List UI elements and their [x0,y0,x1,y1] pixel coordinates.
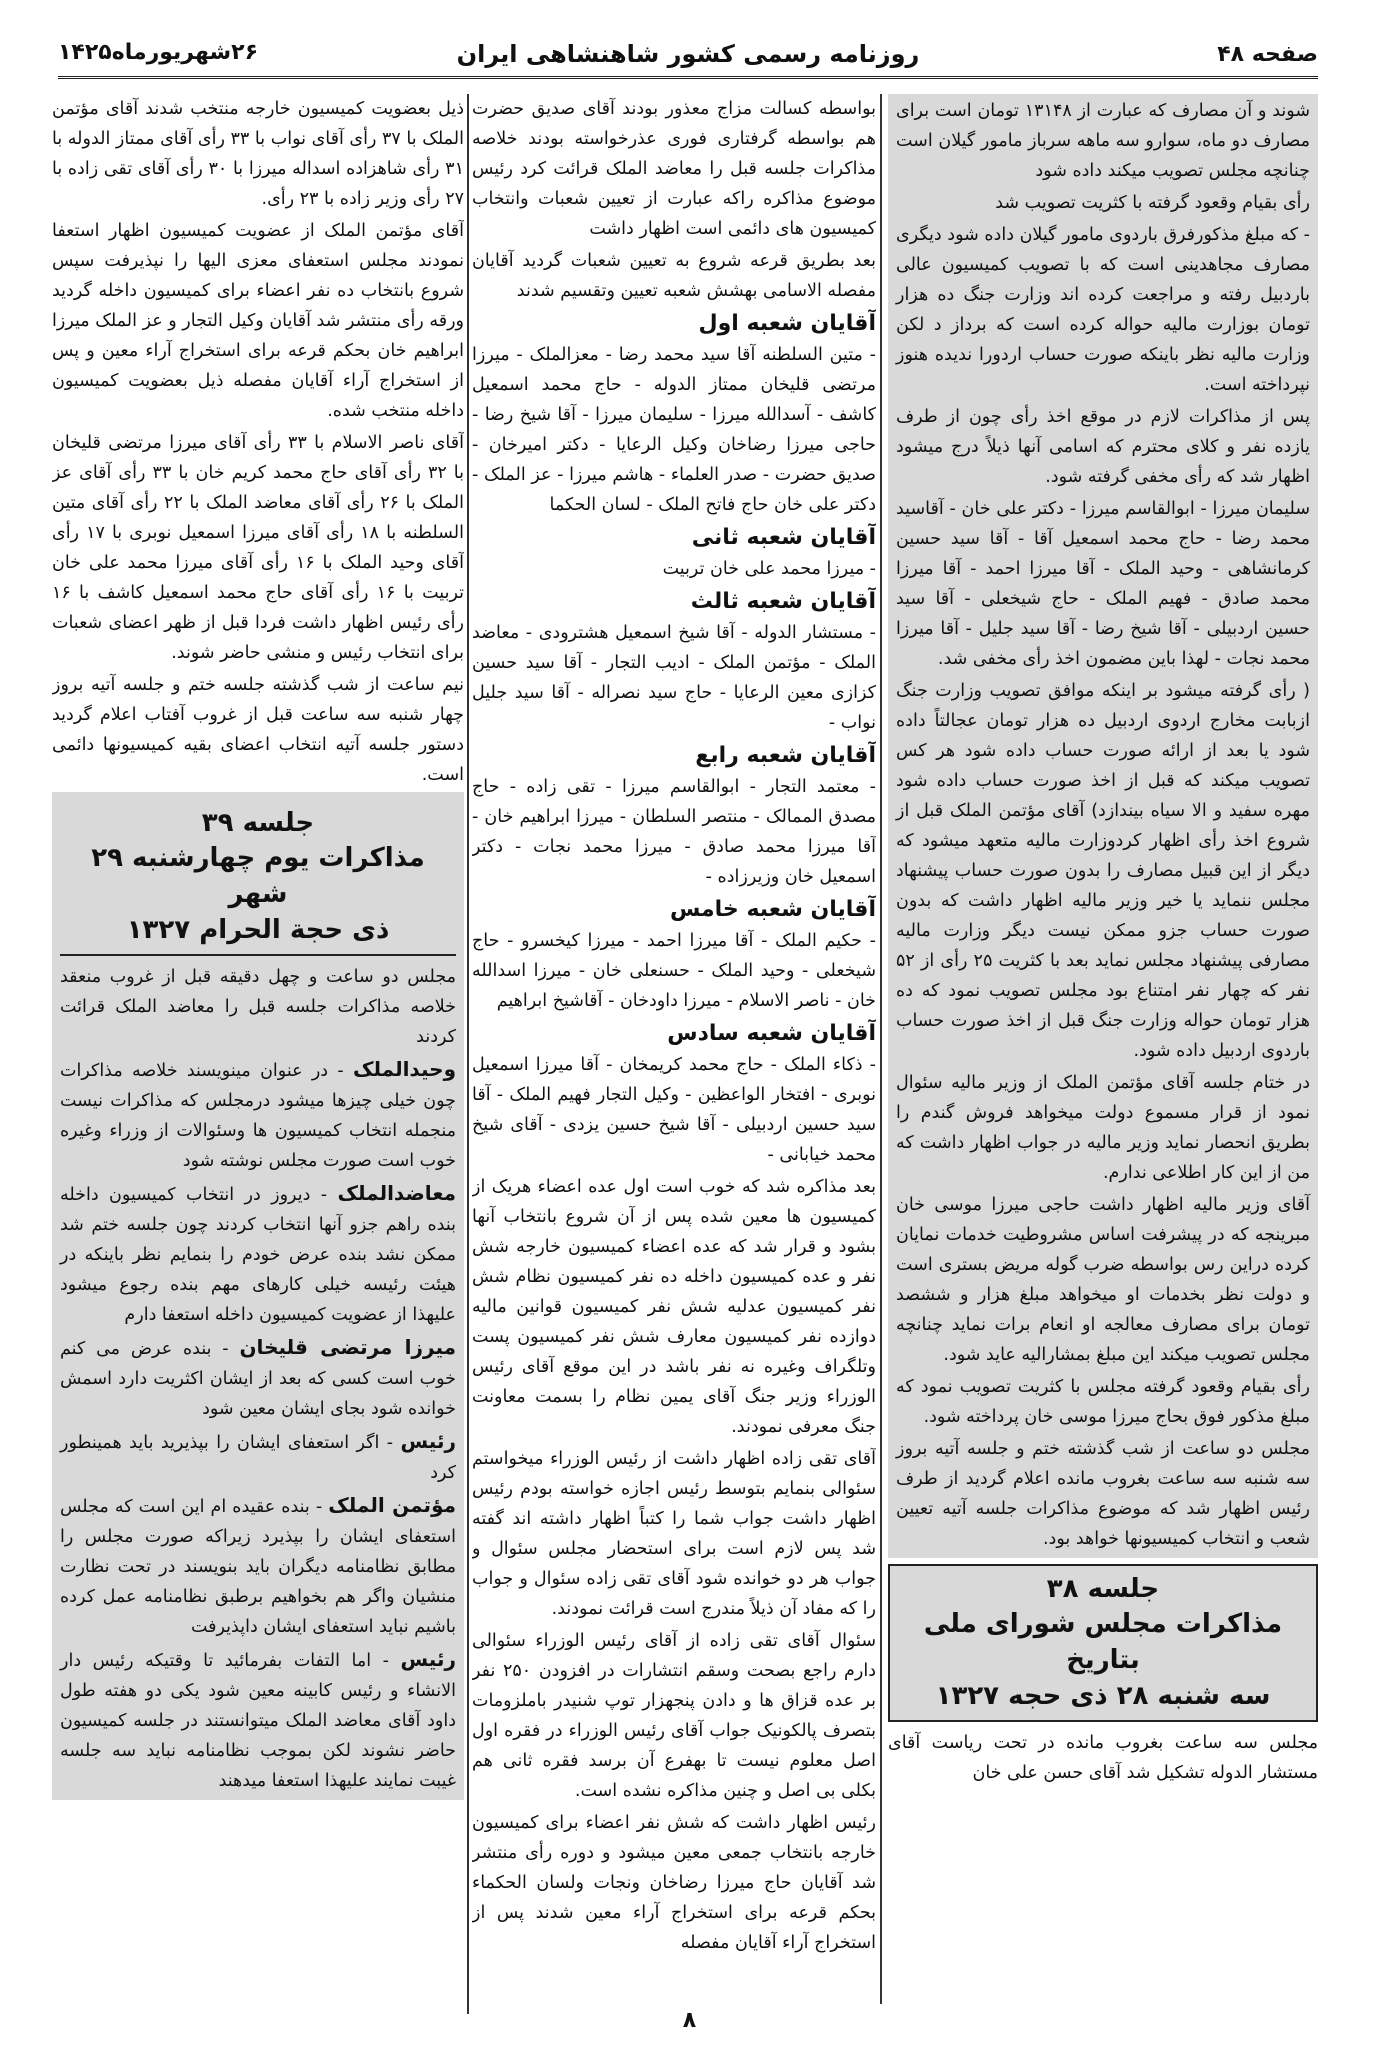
paragraph: رأی بقیام وقعود گرفته مجلس با کثریت تصویب نمود که مبلغ مذکور فوق بحاج میرزا موسی خان پرداخته شود. [896,1377,1310,1427]
paragraph: - ذکاء الملک - حاج محمد کریمخان - آقا میرزا اسمعیل نوبری - افتخار الواعظین - وکیل التجار فهیم الملک - آقا سید حسین اردبیلی - آقا شیخ حسین یزدی - آقای شیخ محمد خیابانی - [472,1055,876,1165]
session-number: جلسه ۳۸ [1046,1574,1160,1604]
speaker-paragraph [60,1490,456,1642]
paragraph: - حکیم الملک - آقا میرزا احمد - میرزا کیخسرو - حاج شیخعلی - وحید الملک - حسنعلی خان - میرزا اسدالله خان - ناصر الاسلام - میرزا داودخان - آقاشیخ ابراهیم [472,931,876,1011]
column-divider [467,94,469,2014]
section-heading: آقایان شعبه سادس [667,1021,876,1046]
session-date: سه شنبه ۲۸ ذی حجه ۱۳۲۷ [935,1681,1271,1711]
section-heading: آقایان شعبه ثانی [691,525,876,550]
speaker-name: رئیس [400,1647,456,1671]
session-number: جلسه ۳۹ [201,808,315,838]
speaker-paragraph [60,1178,456,1330]
highlighted-text-block [52,792,464,1800]
paragraph: آقای وزیر مالیه اظهار داشت حاجی میرزا موسی خان مبرینجه که در پیشرفت اساس مشروطیت خدمات نمایان کرده دراین رس بواسطه ضرب گوله مریض بستری است و دولت نظر بخدمات او میخواهد مبلغ هزار و ششصد تومان برای مصارف معالجه او انعام برات نماید چنانچه مجلس تصویب میکند این مبلغ بمشارالیه عاید شود. [896,1195,1310,1365]
paragraph: - مستشار الدوله - آقا شیخ اسمعیل هشترودی - معاضد الملک - مؤتمن الملک - ادیب التجار - آقا سید حسین کزازی معین الرعایا - حاج سید نصراله - آقا سید جلیل نواب - [472,623,876,733]
paragraph: سلیمان میرزا - ابوالقاسم میرزا - دکتر علی خان - آقاسید محمد رضا - حاج محمد اسمعیل آقا - آقا سید حسین کرمانشاهی - وحید الملک - آقا میرزا احمد - آقا میرزا محمد صادق - فهیم الملک - حاج شیخعلی - آقا سید حسین اردبیلی - آقا شیخ رضا - آقا سید جلیل - آقا میرزا محمد نجات - لهذا باین مضمون اخذ رأی مخفی شد. [896,499,1310,669]
session-date: ذی حجة الحرام ۱۳۲۷ [126,915,390,945]
paragraph: بعد بطریق قرعه شروع به تعیین شعبات گردید آقایان مفصله الاسامی بهشش شعبه تعیین وتقسیم شدند [472,251,876,301]
page-label: صفحه ۴۸ [1217,42,1318,67]
speaker-text: - بنده عقیده ام این است که مجلس استعفای ایشان را بپذیرد زیراکه صورت مجلس را مطابق نظامنامه دیگران باید بنویسند در تحت نظارت منشیان واگر هم بخواهیم برطبق نظامنامه عمل کرده باشیم نباید استعفای ایشان داپذیرفت [60,1497,456,1637]
session-title: مذاکرات یوم چهارشنبه ۲۹ شهر [91,843,425,909]
speaker-text: - اما التفات بفرمائید تا وقتیکه رئیس دار الانشاء و رئیس کابینه معین شود یکی دو هفته طول داود آقای معاضد الملک میتوانستند در جلسه کمیسیون حاضر نشوند لکن بموجب نظامنامه نباید سه جلسه غیبت نمایند علیهذا استعفا میدهند [60,1651,456,1791]
section-heading: آقایان شعبه خامس [669,897,876,922]
highlighted-text-block [888,94,1318,1558]
page-header [58,36,1318,79]
session-heading-box [60,800,456,956]
paragraph: - معتمد التجار - ابوالقاسم میرزا - تقی زاده - حاج مصدق الممالک - منتصر السلطان - میرزا ابراهیم خان - آقا میرزا محمد صادق - میرزا محمد نجات - دکتر اسمعیل خان وزیرزاده - [472,777,876,887]
speaker-name: رئیس [400,1429,456,1453]
paragraph: سئوال آقای تقی زاده از آقای رئیس الوزراء سئوالی دارم راجع بصحت وسقم انتشارات در افزودن ۲۵۰ نفر بر عده قزاق ها و دادن پنجهزار توپ شنیدر باملزومات بتصرف پالکونیک جواب آقای رئیس الوزراء در فقره اول اصل معلوم نیست تا بهفرع آن برسد فقره ثانی هم بکلی بی اصل و چنین مذاکره نشده است. [472,1631,876,1801]
column-divider [880,94,882,2004]
paragraph: ( رأی گرفته میشود بر اینکه موافق تصویب وزارت جنگ ازبابت مخارج اردوی اردبیل ده هزار تومان عجالتاً داده شود یا بعد از ارائه صورت حساب داده شود هر کس تصویب میکند که قبل از اخذ صورت حساب داده شود مهره سفید و الا سیاه بیندازد) آقای مؤتمن الملک قبل از شروع اخذ رأی اظهار کردوزارت مالیه متعهد میشود که دیگر از این قبیل مصارف را بدون صورت حساب پیشنهاد مجلس ننماید یا خیر وزیر مالیه اظهار داشت که بدون صورت حساب جزو ممکن نیست دیگر وزارت مالیه مصارفی پیشنهاد مجلس نماید بعد با کثریت ۲۵ رأی از ۵۲ نفر که چهار نفر امتناع بود مجلس تصویب نمود که ده هزار تومان حواله وزارت جنگ قبل از اخذ صورت حساب باردوی اردبیل داده شود. [896,681,1310,1061]
paragraph: مجلس سه ساعت بغروب مانده در تحت ریاست آقای مستشار الدوله تشکیل شد آقای حسن علی خان [888,1733,1318,1783]
paragraph: - که مبلغ مذکورفرق باردوی مامور گیلان داده شود دیگری مصارف مجاهدینی است که با تصویب کمیسیون عالی باردبیل رفته و مراجعت کرده اند وزارت جنگ ده هزار تومان بوزارت مالیه حواله کرده است که برداز د لکن وزارت مالیه نظر باینکه صورت حساب اردورا ندیده هنوز نپرداخته است. [896,225,1310,395]
speaker-paragraph [60,1644,456,1796]
paragraph: - میرزا محمد علی خان تربیت [662,559,876,579]
speaker-text: - در عنوان مینویسند خلاصه مذاکرات چون خیلی چیزها میشود درمجلس که مذاکرات نیست منجمله انتخاب کمیسیون ها وسئوالات از وزراء وغیره خوب است صورت مجلس نوشته شود [60,1061,456,1171]
paragraph: شوند و آن مصارف که عبارت از ۱۳۱۴۸ تومان است برای مصارف دو ماه، سوارو سه ماهه سرباز مامور گیلان است چنانچه مجلس تصویب میکند داده شود [896,101,1310,181]
speaker-paragraph [60,1426,456,1488]
paper-title: روزنامه رسمی کشور شاهنشاهی ایران [456,40,920,68]
paragraph: مجلس دو ساعت از شب گذشته ختم و جلسه آتیه بروز سه شنبه سه ساعت بغروب مانده اعلام گردید از طرف رئیس اظهار شد که موضوع مذاکرات جلسه آتیه تعیین شعب و انتخاب کمیسیونها خواهد بود. [896,1439,1310,1549]
speaker-paragraph [60,1054,456,1176]
speaker-paragraph [60,1332,456,1424]
speaker-name: میرزا مرتضی قلیخان [239,1335,457,1359]
session-title: مذاکرات مجلس شورای ملی بتاریخ [923,1609,1283,1675]
paragraph: بعد مذاکره شد که خوب است اول عده اعضاء هریک از کمیسیون ها معین شده پس از آن شروع بانتخاب آنها بشود و قرار شد که عده اعضاء کمیسیون خارجه شش نفر و عده کمیسیون داخله ده نفر کمیسیون نظام شش نفر کمیسیون عدلیه شش نفر کمیسیون قوانین مالیه دوازده نفر کمیسیون معارف شش نفر کمیسیون پست وتلگراف وغیره نه نفر باشد در این موقع آقای رئیس الوزراء وزیر جنگ آقای یمین نظام را بسمت معاونت جنگ معرفی نمودند. [472,1177,876,1437]
paragraph: در ختام جلسه آقای مؤتمن الملک از وزیر مالیه سئوال نمود از قرار مسموع دولت میخواهد فروش گندم را بطریق انحصار نماید وزیر مالیه در جواب اظهار داشت که من از این کار اطلاعی ندارم. [896,1073,1310,1183]
speaker-name: معاضدالملک [337,1181,456,1205]
middle-column [472,94,876,1964]
paragraph: پس از مذاکرات لازم در موقع اخذ رأی چون از طرف یازده نفر و کلای محترم که اسامی آنها ذیلاً درج میشود اظهار شد که رأی مخفی گرفته شود. [896,407,1310,487]
page-number: ۸ [682,2008,697,2033]
left-column [52,94,464,2024]
issue-date: ۲۶شهریورماه۱۴۲۵ [58,40,259,65]
section-heading: آقایان شعبه رابع [695,743,876,768]
paragraph: مجلس دو ساعت و چهل دقیقه قبل از غروب منعقد خلاصه مذاکرات جلسه قبل را معاضد الملک قرائت کردند [60,967,456,1047]
speaker-text: - اگر استعفای ایشان را بپذیرید باید همینطور کرد [60,1433,456,1483]
paragraph: رئیس اظهار داشت که شش نفر اعضاء برای کمیسیون خارجه بانتخاب جمعی معین میشود و دوره رأی منتشر شد آقایان حاج میرزا رضاخان ونجات ولسان الحکماء بحکم قرعه برای استخراج آراء معین شدند پس از استخراج آراء آقایان مفصله [472,1813,876,1953]
paragraph: بواسطه کسالت مزاج معذور بودند آقای صدیق حضرت هم بواسطه گرفتاری فوری عذرخواسته بودند خلاصه مذاکرات جلسه قبل را معاضد الملک قرائت کرد رئیس موضوع مذاکره راکه عبارت از تعیین شعبات وانتخاب کمیسیون های دائمی است اظهار داشت [472,99,876,239]
paragraph: آقای مؤتمن الملک از عضویت کمیسیون اظهار استعفا نمودند مجلس استعفای معزی الیها را نپذیرفت سپس شروع بانتخاب ده نفر اعضاء برای کمیسیون داخله گردید ورقه رأی منتشر شد آقایان وکیل التجار و عز الملک میرزا ابراهیم خان بحکم قرعه برای استخراج آراء معین و پس از استخراج آراء آقایان مفصله ذیل بعضویت کمیسیون داخله منتخب شده. [52,221,464,421]
speaker-name: مؤتمن الملک [328,1493,456,1517]
section-heading: آقایان شعبه ثالث [690,589,876,614]
paragraph: آقای تقی زاده اظهار داشت از رئیس الوزراء میخواستم سئوالی بنمایم بتوسط رئیس اجازه خواسته بودم رئیس اظهار داشت جواب شما را کتباً اظهار داشته اند گفته شد پس لازم است برای استحضار مجلس سئوال و جواب هر دو خوانده شود آقای تقی زاده سئوال و جواب را که مفاد آن ذیلاً مندرج است قرائت نمودند. [472,1449,876,1619]
paragraph: نیم ساعت از شب گذشته جلسه ختم و جلسه آتیه بروز چهار شنبه سه ساعت قبل از غروب آفتاب اعلام گردید دستور جلسه آتیه انتخاب اعضای بقیه کمیسیونها دائمی است. [52,675,464,785]
paragraph: ذیل بعضویت کمیسیون خارجه منتخب شدند آقای مؤتمن الملک با ۳۷ رأی آقای نواب با ۳۳ رأی آقای ممتاز الدوله با ۳۱ رأی شاهزاده اسداله میرزا با ۳۰ رأی آقای تقی زاده با ۲۷ رأی وزیر زاده با ۲۳ رأی. [52,99,464,209]
speaker-name: وحیدالملک [353,1057,456,1081]
right-column [888,94,1318,2024]
speaker-text: - بنده عرض می کنم خوب است کسی که بعد از ایشان اکثریت دارد اسمش خوانده شود بجای ایشان معین شود [60,1339,456,1419]
session-heading-box [888,1564,1318,1722]
paragraph: - متین السلطنه آقا سید محمد رضا - معزالملک - میرزا مرتضی قلیخان ممتاز الدوله - حاج محمد اسمعیل کاشف - آسدالله میرزا - سلیمان میرزا - آقا شیخ رضا - حاجی میرزا رضاخان وکیل الرعایا - دکتر امیرخان - صدیق حضرت - صدر العلماء - هاشم میرزا - عز الملک - دکتر علی خان حاج فاتح الملک - لسان الحکما [472,345,876,515]
speaker-text: - دیروز در انتخاب کمیسیون داخله بنده راهم جزو آنها انتخاب کردند چون جلسه ختم شد ممکن نشد بنده عرض خودم را بنمایم نظر باینکه در هیئت رئیسه خیلی کارهای مهم بنده رجوع میشود علیهذا از عضویت کمیسیون داخله استعفا دارم [60,1185,456,1325]
paragraph: رأی بقیام وقعود گرفته با کثریت تصویب شد [995,193,1310,213]
paragraph: آقای ناصر الاسلام با ۳۳ رأی آقای میرزا مرتضی قلیخان با ۳۲ رأی آقای حاج محمد کریم خان با ۳۳ رأی آقای عز الملک با ۲۶ رأی آقای معاضد الملک با ۲۲ رأی آقای متین السلطنه با ۱۸ رأی آقای میرزا اسمعیل نوبری با ۱۷ رأی آقای وحید الملک با ۱۶ رأی آقای میرزا محمد علی خان تربیت با ۱۶ رأی آقای حاج محمد اسمعیل کاشف با ۱۶ رأی رئیس اظهار داشت فردا قبل از ظهر اعضای شعبات برای انتخاب رئیس و منشی حاضر شوند. [52,433,464,663]
section-heading: آقایان شعبه اول [698,311,876,336]
